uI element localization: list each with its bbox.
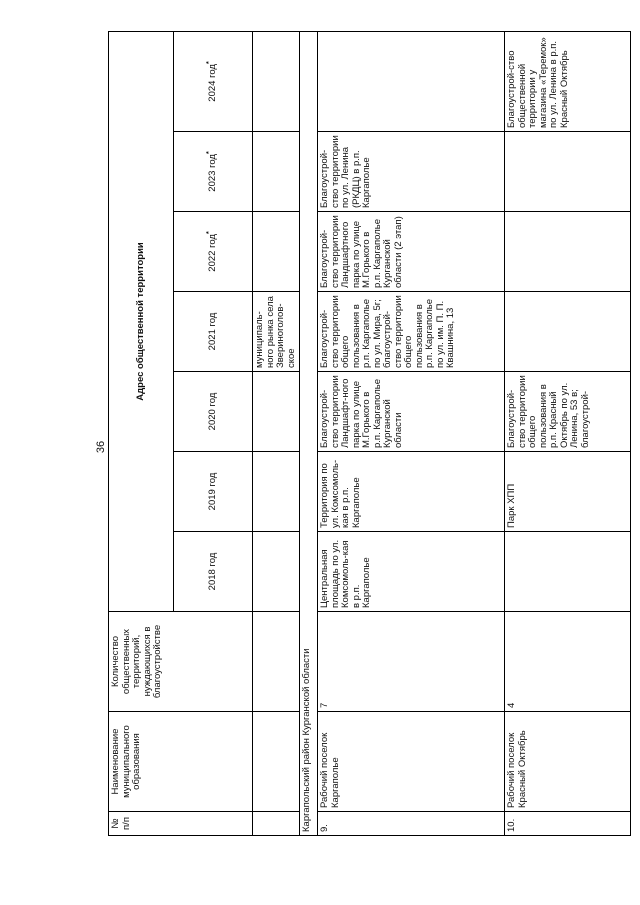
cell-count <box>253 612 300 712</box>
cell-municipality: Рабочий поселок Каргаполье <box>318 712 505 812</box>
header-year-2019: 2019 год <box>174 452 253 532</box>
cell-2020: Благоустрой-ство территории общего пользования в р.п. Красный Октябрь по ул. Ленина, 53 в; благоустрой- <box>505 372 631 452</box>
cell-count: 4 <box>505 612 631 712</box>
cell-2019: Парк ХПП <box>505 452 631 532</box>
cell-2022: Благоустрой-ство территории Ландшафтного парка по улице М.Горького в р.п. Каргаполье Курганской области (2 этап) <box>318 212 505 292</box>
header-municipality: Наименование муниципального образования <box>109 712 253 812</box>
header-year-2023: 2023 год* <box>174 132 253 212</box>
cell-2019: Территория по ул. Комсомоль-кая в р.п. Каргаполье <box>318 452 505 532</box>
header-year-2022: 2022 год* <box>174 212 253 292</box>
cell-2022 <box>505 212 631 292</box>
table-row <box>505 31 631 835</box>
cell-2021: Благоустрой-ство территории общего пользования в р.п. Каргаполье по ул. Мира, 5г; благоустрой-ство территории общего пользования в р.п. Каргаполье по ул. им. П. П. Квашнина, 13 <box>318 292 505 372</box>
cell-2020: Благоустрой-ство территории Ландшафт-ного парка по улице М.Горького в р.п. Каргаполье Курганской области <box>318 372 505 452</box>
cell-2024: Благоустрой-ство общественной территории у магазина «Теремок» по ул. Ленина в р.п. Красный Октябрь <box>505 31 631 131</box>
cell-municipality <box>253 712 300 812</box>
cell-2023 <box>505 132 631 212</box>
cell-municipality: Рабочий поселок Красный Октябрь <box>505 712 631 812</box>
cell-2023 <box>253 132 300 212</box>
cell-num: 10. <box>505 812 631 836</box>
cell-2019 <box>253 452 300 532</box>
rotated-table-page <box>108 32 604 836</box>
table-row <box>253 31 300 835</box>
cell-count: 7 <box>318 612 505 712</box>
header-num: № п/п <box>109 812 253 836</box>
header-year-2024: 2024 год* <box>174 31 253 131</box>
cell-num: 9. <box>318 812 505 836</box>
header-address: Адрес общественной территории <box>109 31 174 611</box>
cell-2018 <box>253 532 300 612</box>
cell-2024 <box>253 31 300 131</box>
header-year-2020: 2020 год <box>174 372 253 452</box>
region-row <box>300 31 318 835</box>
cell-num <box>253 812 300 836</box>
header-year-2018: 2018 год <box>174 532 253 612</box>
cell-2024 <box>318 31 505 131</box>
cell-2021: муниципаль-ного рынка села Звериноголов-ское <box>253 292 300 372</box>
cell-2023: Благоустрой-ство территории по ул. Ленина (РКДЦ) в р.п. Каргаполье <box>318 132 505 212</box>
header-year-2021: 2021 год <box>174 292 253 372</box>
public-territories-table <box>108 31 631 836</box>
cell-2018 <box>505 532 631 612</box>
header-count: Количество общественных территорий, нуждающихся в благоустройстве <box>109 612 253 712</box>
cell-2020 <box>253 372 300 452</box>
cell-2021 <box>505 292 631 372</box>
page-number: 36 <box>95 440 107 454</box>
region-label: Каргапольский район Курганской области <box>300 31 318 835</box>
cell-2022 <box>253 212 300 292</box>
table-row <box>318 31 505 835</box>
cell-2018: Центральная площадь по ул. Комсомоль-кая в р.п. Каргаполье <box>318 532 505 612</box>
